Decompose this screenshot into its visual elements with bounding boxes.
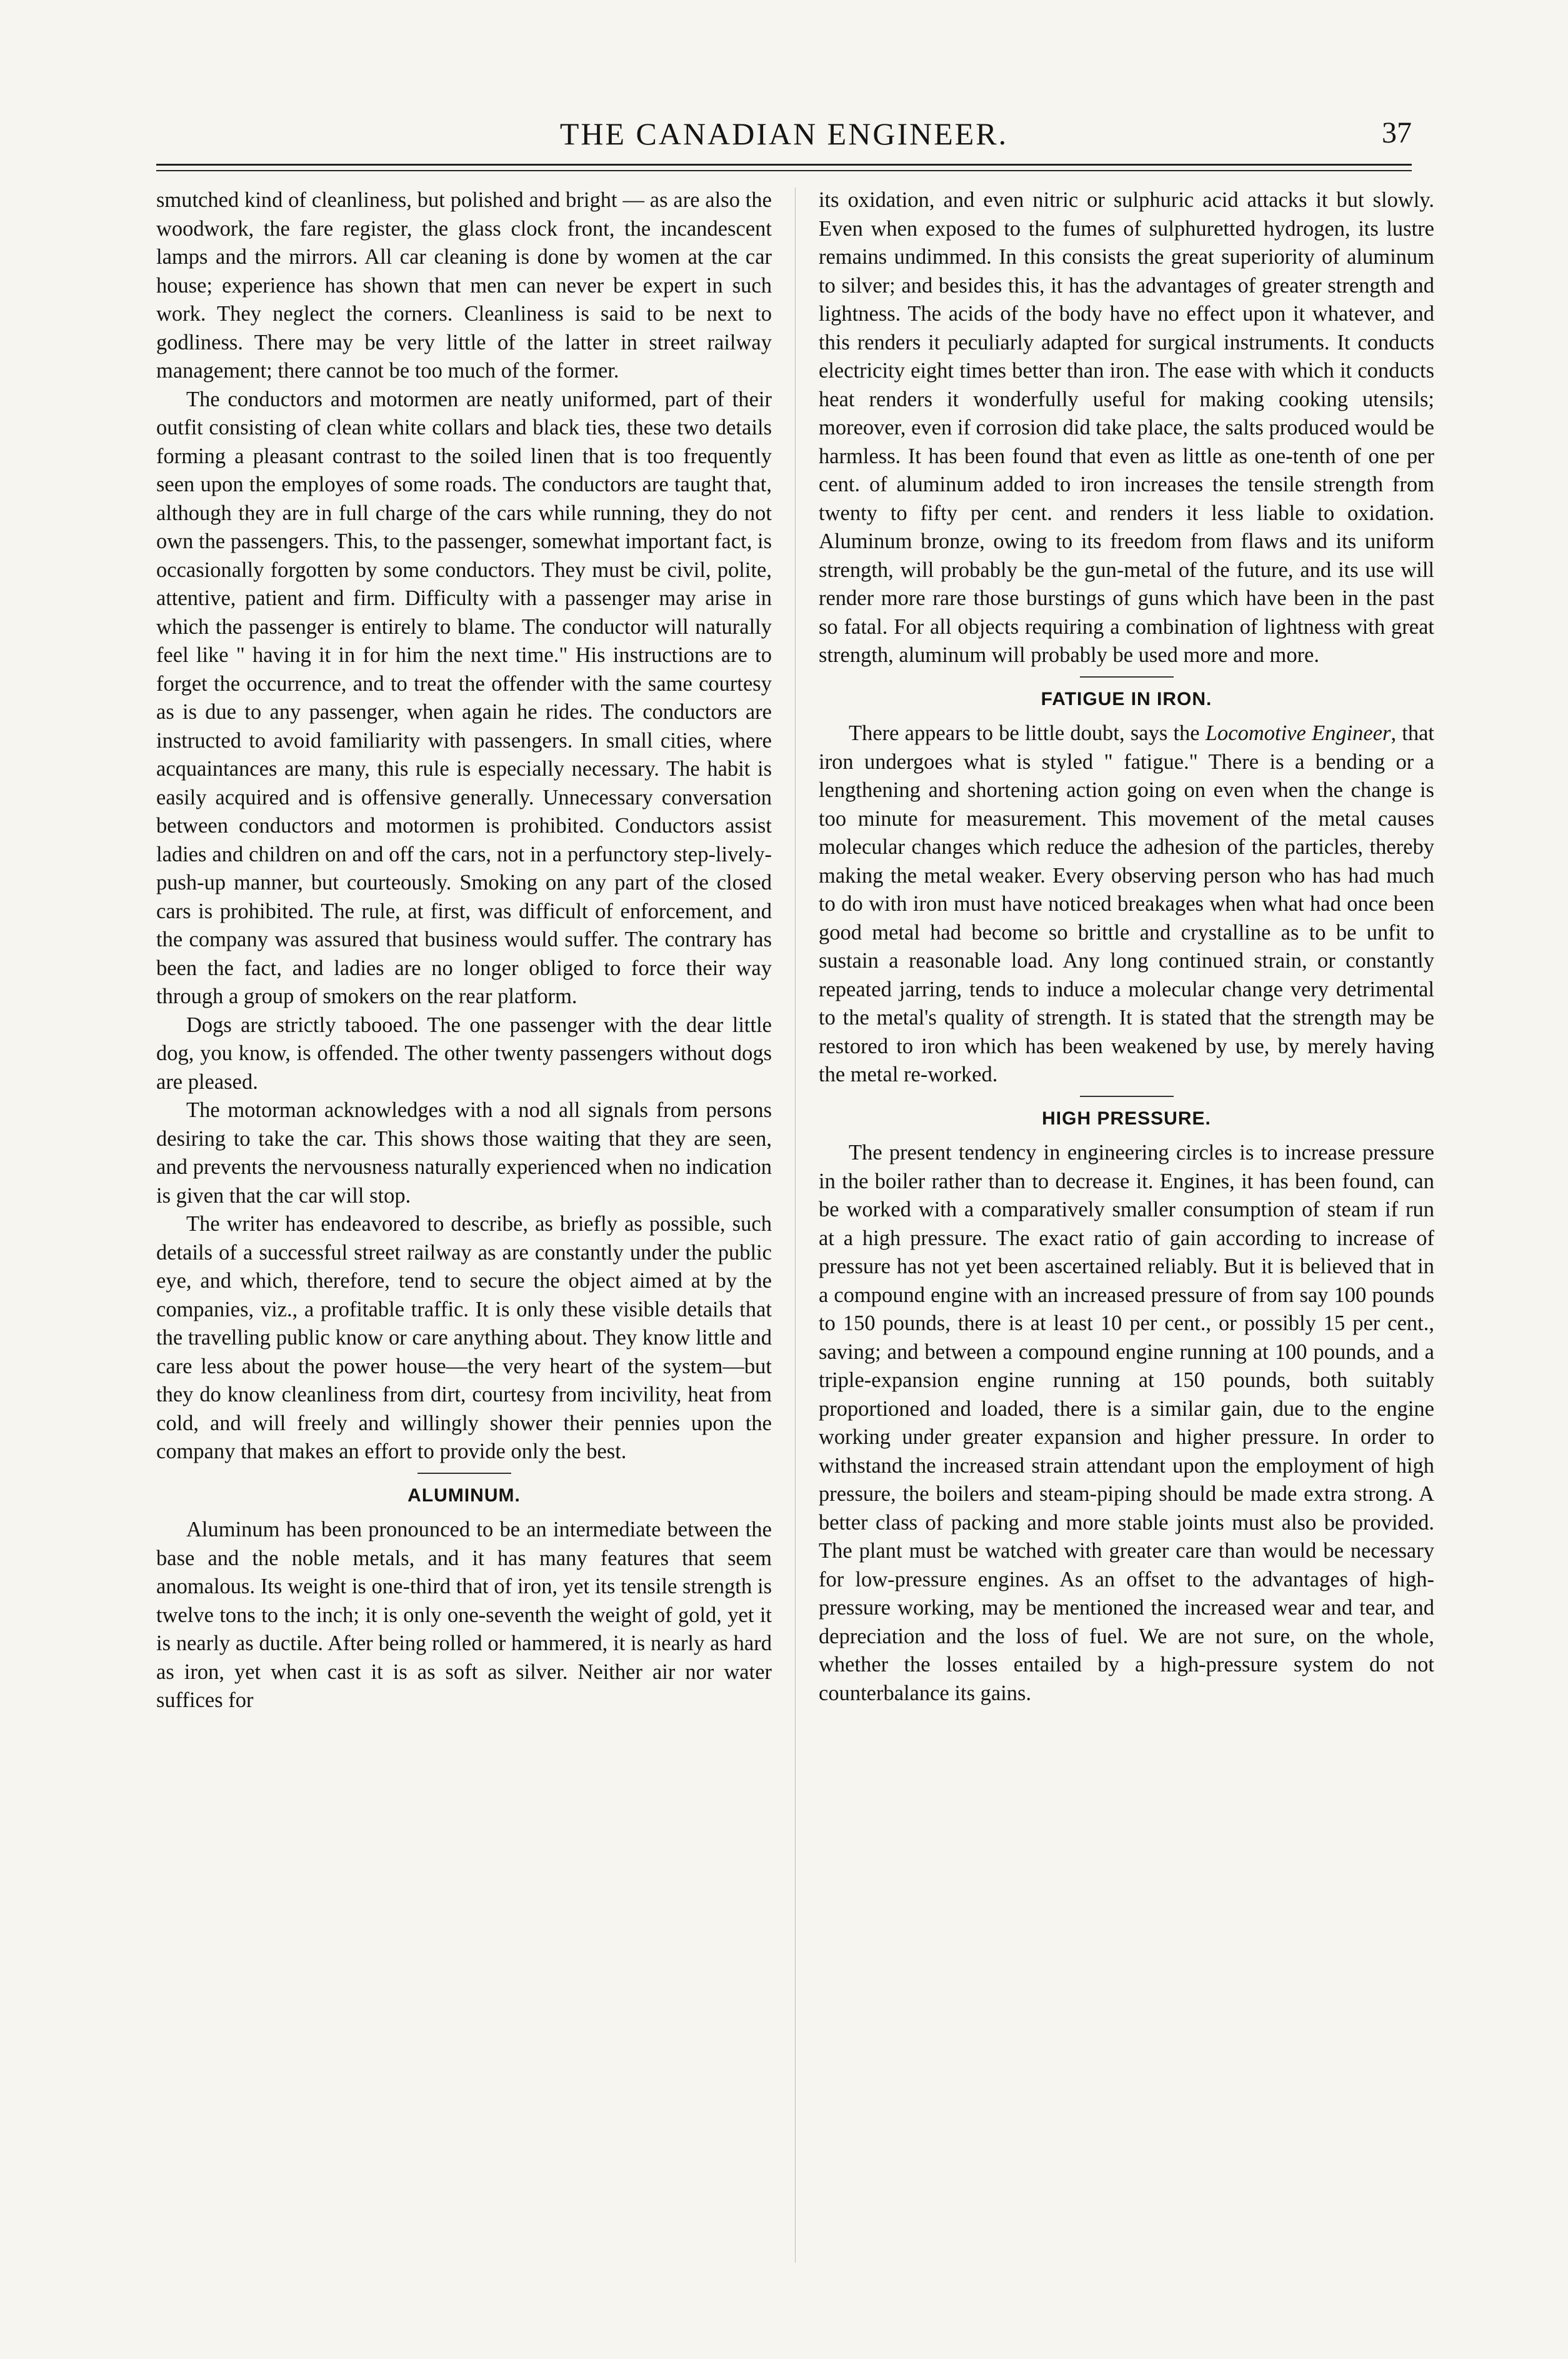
left-column: [156, 186, 772, 1715]
article-paragraph: smutched kind of cleanliness, but polished and bright — as are also the woodwork, the fare register, the glass clock front, the incandescent lamps and the mirrors. All car cleaning is done by women at the car house; experience has shown that men can never be expert in such work. They neglect the corners. Cleanliness is said to be next to godliness. There may be very little of the latter in street railway management; there cannot be too much of the former.: [156, 188, 772, 383]
section-heading-aluminum: ALUMINUM.: [407, 1485, 521, 1506]
article-paragraph: The writer has endeavored to describe, as briefly as possible, such details of a successful street railway as are constantly under the public eye, and which, therefore, tend to secure the object aimed at by the companies, viz., a profitable traffic. It is only these visible details that the travelling public know or care anything about. They know little and care less about the power house—the very heart of the system—but they do know cleanliness from dirt, courtesy from incivility, heat from cold, and will freely and willingly shower their pennies upon the company that makes an effort to provide only the best.: [156, 1212, 772, 1463]
article-paragraph: Dogs are strictly tabooed. The one passenger with the dear little dog, you know, is offended. The other twenty passengers without dogs are pleased.: [156, 1013, 772, 1094]
publication-title: THE CANADIAN ENGINEER.: [559, 116, 1009, 151]
right-column: [819, 186, 1434, 1708]
page-number: 37: [1382, 116, 1412, 149]
article-paragraph: [819, 719, 1434, 1089]
header-rule-top: [156, 164, 1412, 166]
section-separator: [1080, 676, 1174, 678]
article-paragraph: The motorman acknowledges with a nod all signals from persons desiring to take the car. This shows those waiting that they are seen, and prevents the nervousness naturally experienced when no indication is given that the car will stop.: [156, 1098, 772, 1208]
section-heading-pressure: HIGH PRESSURE.: [1042, 1108, 1211, 1129]
header-rule-bottom: [156, 170, 1412, 171]
article-paragraph: The present tendency in engineering circles is to increase pressure in the boiler rather than to decrease it. Engines, it has been found, can be worked with a comparatively smaller consumption of steam if run at a high pressure. The exact ratio of gain according to increase of pressure has not yet been ascertained reliably. But it is believed that in a compound engine with an increased pressure of from say 100 pounds to 150 pounds, there is at least 10 per cent., or possibly 15 per cent., saving; and between a compound engine running at 100 pounds, and a triple-expansion engine running at 150 pounds, both suitably proportioned and loaded, there is a similar gain, due to the engine working under greater expansion and higher pressure. In order to withstand the increased strain attendant upon the employment of high pressure, the boilers and steam-piping should be made extra strong. A better class of packing and more stable joints must also be provided. The plant must be watched with greater care than would be necessary for low-pressure engines. As an offset to the advantages of high-pressure working, may be mentioned the increased wear and tear, and depreciation and the loss of fuel. We are not sure, on the whole, whether the losses entailed by a high-pressure system do not counterbalance its gains.: [819, 1141, 1434, 1705]
section-heading-fatigue: FATIGUE IN IRON.: [1041, 688, 1212, 709]
section-separator: [417, 1473, 511, 1474]
article-paragraph: its oxidation, and even nitric or sulphuric acid attacks it but slowly. Even when exposed to the fumes of sulphuretted hydrogen, its lustre remains undimmed. In this consists the great superiority of aluminum to silver; and besides this, it has the advantages of greater strength and lightness. The acids of the body have no effect upon it whatever, and this renders it peculiarly adapted for surgical instruments. It conducts electricity eight times better than iron. The ease with which it conducts heat renders it wonderfully useful for making cooking utensils; moreover, even if corrosion did take place, the salts produced would be harmless. It has been found that even as little as one-tenth of one per cent. of aluminum added to iron increases the tensile strength from twenty to fifty per cent. and renders it less liable to oxidation. Aluminum bronze, owing to its freedom from flaws and its uniform strength, will probably be the gun-metal of the future, and its use will render more rare those burstings of guns which have been in the past so fatal. For all objects requiring a combination of lightness with great strength, aluminum will probably be used more and more.: [819, 188, 1434, 667]
publication-citation: Locomotive Engineer: [1205, 721, 1391, 745]
section-separator: [1080, 1096, 1174, 1097]
page-header: [156, 116, 1412, 159]
paragraph-text: , that iron undergoes what is styled " fatigue." There is a bending or a lengthening and shortening action going on even when the change is too minute for measurement. This movement of the metal causes molecular changes which reduce the adhesion of the particles, thereby making the metal weaker. Every observing person who has had much to do with iron must have noticed breakages when what had once been good metal had become so brittle and crystalline as to be unfit to sustain a reasonable load. Any long continued strain, or constantly repeated jarring, tends to induce a molecular change very detrimental to the metal's quality of strength. It is stated that the strength may be restored to iron which has been weakened by use, by merely having the metal re-worked.: [819, 721, 1435, 1086]
column-divider: [795, 188, 796, 2263]
article-paragraph: The conductors and motormen are neatly uniformed, part of their outfit consisting of clean white collars and black ties, these two details forming a pleasant contrast to the soiled linen that is too frequently seen upon the employes of some roads. The conductors are taught that, although they are in full charge of the cars while running, they do not own the passengers. This, to the passenger, somewhat important fact, is occasionally forgotten by some conductors. They must be civil, polite, attentive, patient and firm. Difficulty with a passenger may arise in which the passenger is entirely to blame. The conductor will naturally feel like " having it in for him the next time." His instructions are to forget the occurrence, and to treat the offender with the same courtesy as is due to any passenger, when again he rides. The conductors are instructed to avoid familiarity with passengers. In small cities, where acquaintances are many, this rule is especially necessary. The habit is easily acquired and is offensive generally. Unnecessary conversation between conductors and motormen is prohibited. Conductors assist ladies and children on and off the cars, not in a perfunctory step-lively-push-up manner, but courteously. Smoking on any part of the closed cars is prohibited. The rule, at first, was difficult of enforcement, and the company was assured that business would suffer. The contrary has been the fact, and ladies are no longer obliged to force their way through a group of smokers on the rear platform.: [156, 387, 772, 1008]
article-paragraph: Aluminum has been pronounced to be an intermediate between the base and the noble metals, and it has many features that seem anomalous. Its weight is one-third that of iron, yet its tensile strength is twelve tons to the inch; it is only one-seventh the weight of gold, yet it is nearly as ductile. After being rolled or hammered, it is nearly as hard as iron, yet when cast it is as soft as silver. Neither air nor water suffices for: [156, 1518, 772, 1712]
paragraph-text: There appears to be little doubt, says the: [849, 721, 1206, 745]
